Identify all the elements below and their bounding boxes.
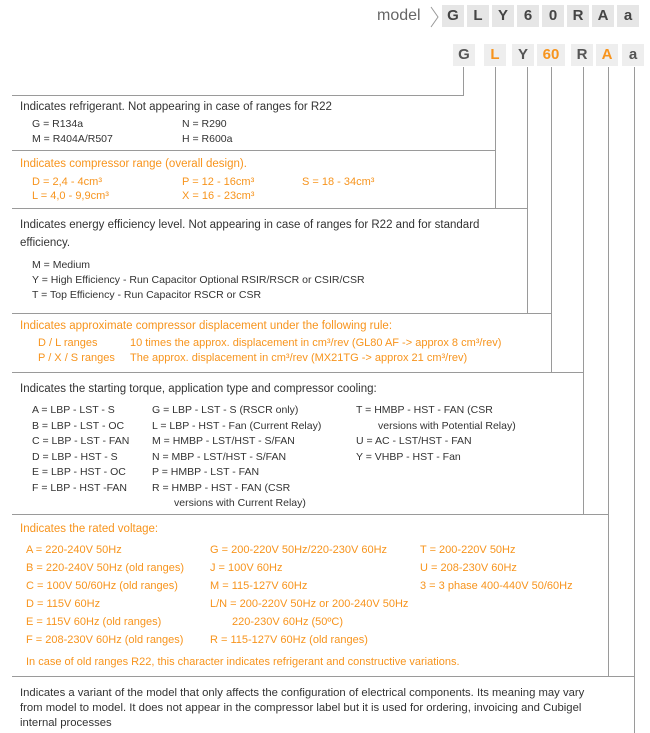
voltage-item: G = 200-220V 50Hz/220-230V 60Hz bbox=[210, 544, 388, 556]
torque-item: C = LBP - LST - FAN bbox=[32, 435, 130, 447]
voltage-item: T = 200-220V 50Hz bbox=[420, 544, 516, 556]
divider-voltage bbox=[12, 514, 609, 515]
model-code-char: 0 bbox=[542, 5, 564, 27]
voltage-title: Indicates the rated voltage: bbox=[20, 523, 159, 535]
code-segment: Y bbox=[512, 44, 534, 66]
connector-r bbox=[583, 67, 584, 515]
torque-title: Indicates the starting torque, application type and compressor cooling: bbox=[20, 383, 377, 395]
code-segment: L bbox=[484, 44, 506, 66]
displacement-text: 10 times the approx. displacement in cm³/rev (GL80 AF -> approx 8 cm³/rev) bbox=[130, 337, 502, 349]
model-code-char: a bbox=[617, 5, 639, 27]
divider-torque bbox=[12, 372, 584, 373]
voltage-item: A = 220-240V 50Hz bbox=[26, 544, 122, 556]
torque-item: A = LBP - LST - S bbox=[32, 404, 115, 416]
efficiency-title-cont: efficiency. bbox=[20, 237, 71, 249]
chevron-right-icon bbox=[430, 6, 440, 28]
divider-refrigerant bbox=[12, 95, 464, 96]
torque-item: G = LBP - LST - S (RSCR only) bbox=[152, 404, 299, 416]
refrigerant-title: Indicates refrigerant. Not appearing in case of ranges for R22 bbox=[20, 101, 332, 113]
model-code-char: 6 bbox=[517, 5, 539, 27]
divider-variant bbox=[12, 676, 635, 677]
displacement-title: Indicates approximate compressor displacement under the following rule: bbox=[20, 320, 393, 332]
model-code-char: L bbox=[467, 5, 489, 27]
refrigerant-item: N = R290 bbox=[182, 118, 227, 130]
range-item: X = 16 - 23cm³ bbox=[182, 190, 255, 202]
model-code-char: G bbox=[442, 5, 464, 27]
divider-displacement bbox=[12, 313, 552, 314]
connector-l bbox=[495, 67, 496, 209]
displacement-label: D / L ranges bbox=[38, 337, 98, 349]
code-segment: 60 bbox=[537, 44, 565, 66]
displacement-label: P / X / S ranges bbox=[38, 352, 115, 364]
torque-item: P = HMBP - LST - FAN bbox=[152, 466, 260, 478]
voltage-note: In case of old ranges R22, this character indicates refrigerant and constructive variations. bbox=[26, 656, 460, 668]
efficiency-item: M = Medium bbox=[32, 259, 91, 271]
voltage-item: 3 = 3 phase 400-440V 50/60Hz bbox=[420, 580, 573, 592]
torque-item: F = LBP - HST -FAN bbox=[32, 481, 128, 494]
efficiency-item: Y = High Efficiency - Run Capacitor Optional RSIR/RSCR or CSIR/CSR bbox=[32, 274, 365, 286]
displacement-text: The approx. displacement in cm³/rev (MX21TG -> approx 21 cm³/rev) bbox=[130, 352, 468, 364]
torque-item: versions with Potential Relay) bbox=[378, 419, 516, 432]
torque-item: N = MBP - LST/HST - S/FAN bbox=[152, 450, 287, 463]
connector-lower-a bbox=[634, 67, 635, 733]
torque-item: L = LBP - HST - Fan (Current Relay) bbox=[152, 419, 322, 432]
divider-efficiency bbox=[12, 208, 528, 209]
efficiency-title: Indicates energy efficiency level. Not appearing in case of ranges for R22 and for standard bbox=[20, 219, 480, 231]
torque-item: versions with Current Relay) bbox=[174, 497, 306, 509]
variant-text-line1: Indicates a variant of the model that only affects the configuration of electrical components. Its meaning may vary bbox=[20, 687, 585, 699]
code-segment: a bbox=[622, 44, 644, 66]
code-segment: A bbox=[596, 44, 618, 66]
voltage-item: 220-230V 60Hz (50ºC) bbox=[232, 616, 344, 628]
code-segment: R bbox=[571, 44, 593, 66]
torque-item: U = AC - LST/HST - FAN bbox=[356, 435, 472, 447]
torque-item: M = HMBP - LST/HST - S/FAN bbox=[152, 435, 295, 447]
torque-item: T = HMBP - HST - FAN (CSR bbox=[356, 404, 493, 416]
voltage-item: M = 115-127V 60Hz bbox=[210, 580, 308, 592]
voltage-item: R = 115-127V 60Hz (old ranges) bbox=[210, 634, 368, 646]
connector-a bbox=[608, 67, 609, 677]
variant-text-line3: internal processes bbox=[20, 717, 112, 729]
range-item: L = 4,0 - 9,9cm³ bbox=[32, 190, 109, 202]
torque-item: D = LBP - HST - S bbox=[32, 450, 118, 463]
voltage-item: B = 220-240V 50Hz (old ranges) bbox=[26, 562, 185, 574]
model-code-char: R bbox=[567, 5, 589, 27]
model-label: model bbox=[377, 7, 421, 24]
range-item: D = 2,4 - 4cm³ bbox=[32, 176, 102, 188]
torque-item: E = LBP - HST - OC bbox=[32, 466, 126, 478]
range-item: S = 18 - 34cm³ bbox=[302, 176, 375, 188]
efficiency-item: T = Top Efficiency - Run Capacitor RSCR or CSR bbox=[32, 289, 262, 301]
voltage-item: U = 208-230V 60Hz bbox=[420, 562, 517, 574]
model-code-char: Y bbox=[492, 5, 514, 27]
voltage-item: E = 115V 60Hz (old ranges) bbox=[26, 616, 162, 628]
voltage-item: D = 115V 60Hz bbox=[26, 598, 101, 610]
voltage-item: L/N = 200-220V 50Hz or 200-240V 50Hz bbox=[210, 598, 409, 610]
voltage-item: F = 208-230V 60Hz (old ranges) bbox=[26, 634, 184, 646]
torque-item: R = HMBP - HST - FAN (CSR bbox=[152, 481, 291, 494]
voltage-item: C = 100V 50/60Hz (old ranges) bbox=[26, 580, 178, 592]
connector-y bbox=[527, 67, 528, 314]
code-segment: G bbox=[453, 44, 475, 66]
model-code-char: A bbox=[592, 5, 614, 27]
variant-text-line2: from model to model. It does not appear in the compressor label but it is used for ordering, invoicing and Cubigel bbox=[20, 702, 582, 714]
refrigerant-item: M = R404A/R507 bbox=[32, 133, 113, 145]
divider-range bbox=[12, 150, 496, 151]
connector-60 bbox=[551, 67, 552, 373]
voltage-item: J = 100V 60Hz bbox=[210, 562, 283, 574]
refrigerant-item: H = R600a bbox=[182, 133, 233, 145]
range-item: P = 12 - 16cm³ bbox=[182, 176, 255, 188]
torque-item: Y = VHBP - HST - Fan bbox=[356, 450, 461, 463]
refrigerant-item: G = R134a bbox=[32, 118, 84, 130]
connector-g bbox=[463, 67, 464, 95]
torque-item: B = LBP - LST - OC bbox=[32, 419, 125, 432]
range-title: Indicates compressor range (overall design). bbox=[20, 158, 247, 170]
